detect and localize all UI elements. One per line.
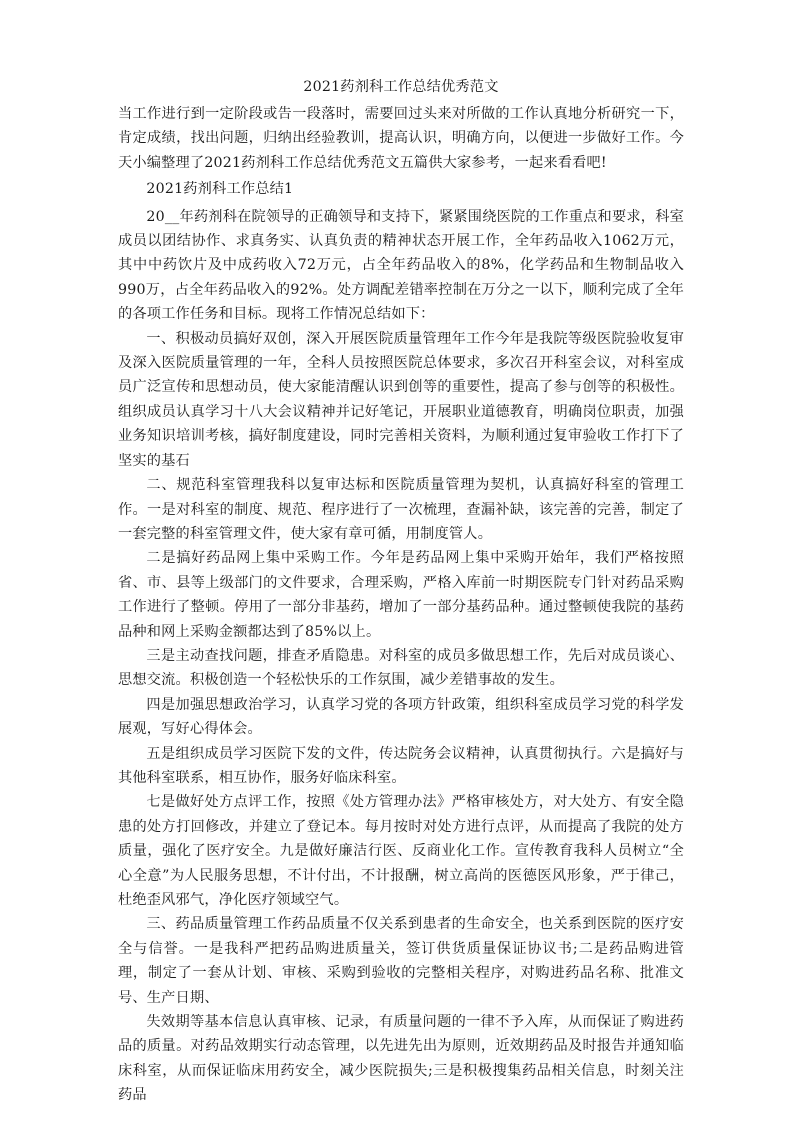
document-title: 2021药剂科工作总结优秀范文 <box>303 79 499 95</box>
body-paragraph: 三、药品质量管理工作药品质量不仅关系到患者的生命安全，也关系到医院的医疗安全与信誉。一是我科严把药品购进质量关，签订供货质量保证协议书;二是药品购进管理，制定了一套从计划、审核、采购到验收的完整相关程序，对购进药品名称、批准文号、生产日期、 <box>118 916 684 1006</box>
body-paragraph: 一、积极动员搞好双创，深入开展医院质量管理年工作今年是我院等级医院验收复审及深入医院质量管理的一年，全科人员按照医院总体要求，多次召开科室会议，对科室成员广泛宣传和思想动员，使大家能清醒认识到创等的重要性，提高了参与创等的积极性。组织成员认真学习十八大会议精神并记好笔记，开展职业道德教育，明确岗位职责，加强业务知识培训考核，搞好制度建设，同时完善相关资料，为顺利通过复审验收工作打下了坚实的基石 <box>118 330 684 469</box>
body-paragraph: 七是做好处方点评工作，按照《处方管理办法》严格审核处方，对大处方、有安全隐患的处方打回修改，并建立了登记本。每月按时对处方进行点评，从而提高了我院的处方质量，强化了医疗安全。九是做好廉洁行医、反商业化工作。宣传教育我科人员树立“全心全意”为人民服务思想，不计付出，不计报酬，树立高尚的医德医风形象，严于律己，杜绝歪风邪气，净化医疗领域空气。 <box>118 794 684 908</box>
body-paragraph: 失效期等基本信息认真审核、记录，有质量问题的一律不予入库，从而保证了购进药品的质量。对药品效期实行动态管理，以先进先出为原则，近效期药品及时报告并通知临床科室，从而保证临床用药安全，减少医院损失;三是积极搜集药品相关信息，时刻关注药品 <box>118 1014 684 1104</box>
intro-paragraph: 当工作进行到一定阶段或告一段落时，需要回过头来对所做的工作认真地分析研究一下，肯定成绩，找出问题，归纳出经验教训，提高认识，明确方向，以便进一步做好工作。今天小编整理了2021药剂科工作总结优秀范文五篇供大家参考，一起来看看吧! <box>118 106 684 171</box>
body-paragraph: 四是加强思想政治学习，认真学习党的各项方针政策，组织科室成员学习党的科学发展观，写好心得体会。 <box>118 696 684 738</box>
body-paragraph: 20__年药剂科在院领导的正确领导和支持下，紧紧围绕医院的工作重点和要求，科室成员以团结协作、求真务实、认真负责的精神状态开展工作，全年药品收入1062万元，其中中药饮片及中成药收入72万元，占全年药品收入的8%，化学药品和生物制品收入990万，占全年药品收入的92%。处方调配差错率控制在万分之一以下，顺利完成了全年的各项工作任务和目标。现将工作情况总结如下： <box>118 208 684 323</box>
body-paragraph: 五是组织成员学习医院下发的文件，传达院务会议精神，认真贯彻执行。六是搞好与其他科室联系，相互协作，服务好临床科室。 <box>118 745 684 786</box>
document-page <box>118 74 684 1108</box>
body-paragraph: 二、规范科室管理我科以复审达标和医院质量管理为契机，认真搞好科室的管理工作。一是对科室的制度、规范、程序进行了一次梳理，查漏补缺，该完善的完善，制定了一套完整的科室管理文件，使大家有章可循，用制度管人。 <box>118 477 684 542</box>
body-paragraph: 三是主动查找问题，排查矛盾隐患。对科室的成员多做思想工作，先后对成员谈心、思想交流。积极创造一个轻松快乐的工作氛围，减少差错事故的发生。 <box>118 647 684 689</box>
section-heading: 2021药剂科工作总结1 <box>146 181 294 198</box>
body-paragraph: 二是搞好药品网上集中采购工作。今年是药品网上集中采购开始年，我们严格按照省、市、县等上级部门的文件要求，合理采购，严格入库前一时期医院专门针对药品采购工作进行了整顿。停用了一部分非基药，增加了一部分基药品种。通过整顿使我院的基药品种和网上采购金额都达到了85%以上。 <box>118 550 684 640</box>
